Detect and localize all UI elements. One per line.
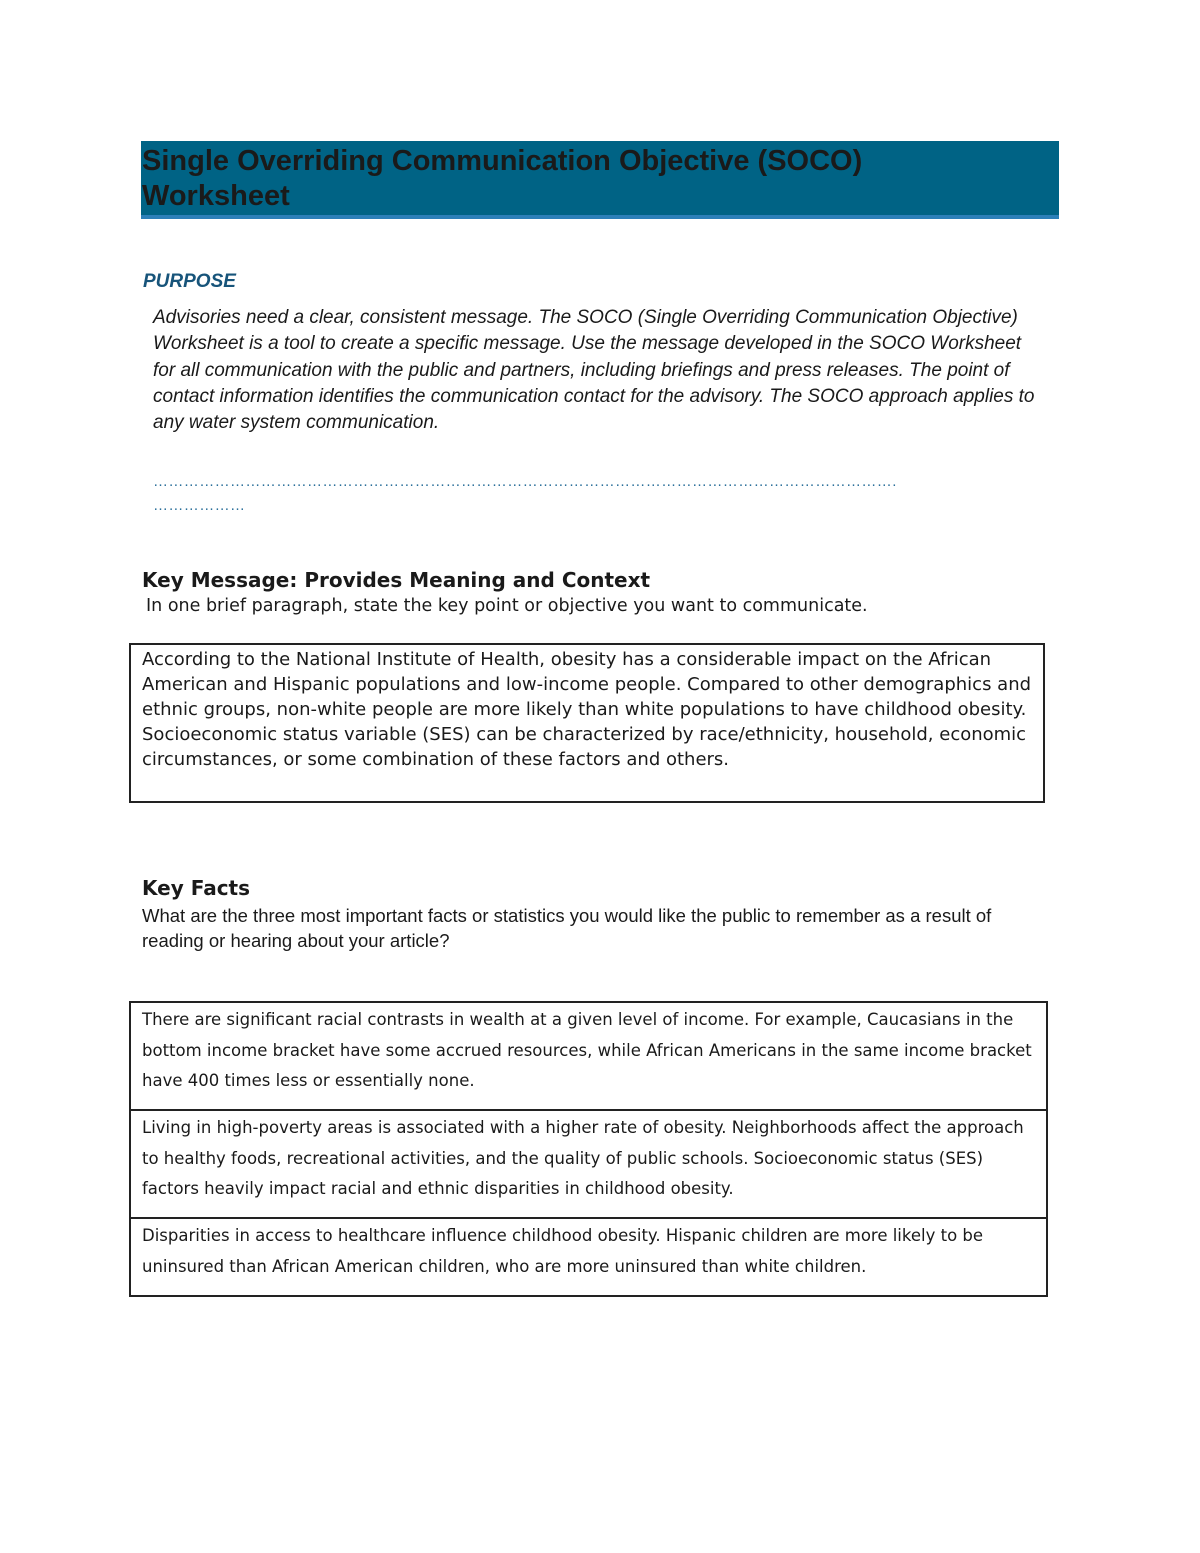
- key-fact-text-1: There are significant racial contrasts in wealth at a given level of income. For example, Caucasians in the bottom income bracket have some accrued resources, while African Americans in the same income bracket have 400 times less or essentially none.: [142, 1010, 1032, 1090]
- key-facts-table: [129, 1001, 1048, 1297]
- key-facts-instruction: What are the three most important facts or statistics you would like the public to remember as a result of reading or hearing about your article?: [142, 905, 992, 951]
- dotted-line-2: ………………: [153, 497, 246, 514]
- page-title-line-1: Single Overriding Communication Objective (SOCO): [142, 145, 863, 177]
- purpose-text: Advisories need a clear, consistent message. The SOCO (Single Overriding Communication Objective) Worksheet is a tool to create a specific message. Use the message developed in the SOCO Worksheet for all communication with the public and partners, including briefings and press releases. The point of contact information identifies the communication contact for the advisory. The SOCO approach applies to any water system communication.: [153, 307, 1035, 434]
- dotted-line-1: ……………………………………………………………………………………………………………………………….: [153, 473, 897, 490]
- page-title-line-2: Worksheet: [142, 180, 290, 212]
- key-message-box[interactable]: [129, 643, 1045, 803]
- title-banner: [141, 141, 1059, 219]
- key-fact-text-2: Living in high-poverty areas is associated with a higher rate of obesity. Neighborhoods affect the approach to healthy foods, recreational activities, and the quality of public schools. Socioeconomic status (SES) factors heavily impact racial and ethnic disparities in childhood obesity.: [142, 1118, 1024, 1198]
- key-fact-row-3[interactable]: [131, 1219, 1046, 1295]
- purpose-heading: PURPOSE: [143, 271, 236, 292]
- key-fact-text-3: Disparities in access to healthcare influence childhood obesity. Hispanic children are more likely to be uninsured than African American children, who are more uninsured than white children.: [142, 1226, 984, 1276]
- key-fact-row-1[interactable]: [131, 1003, 1046, 1111]
- key-fact-row-2[interactable]: [131, 1111, 1046, 1219]
- key-message-instruction: In one brief paragraph, state the key point or objective you want to communicate.: [146, 596, 868, 616]
- key-facts-heading: Key Facts: [142, 876, 251, 900]
- key-message-heading: Key Message: Provides Meaning and Context: [142, 568, 651, 592]
- key-message-answer: According to the National Institute of Health, obesity has a considerable impact on the African American and Hispanic populations and low-income people. Compared to other demographics and ethnic groups, non-white people are more likely than white populations to have childhood obesity. Socioeconomic status variable (SES) can be characterized by race/ethnicity, household, economic circumstances, or some combination of these factors and others.: [142, 649, 1032, 770]
